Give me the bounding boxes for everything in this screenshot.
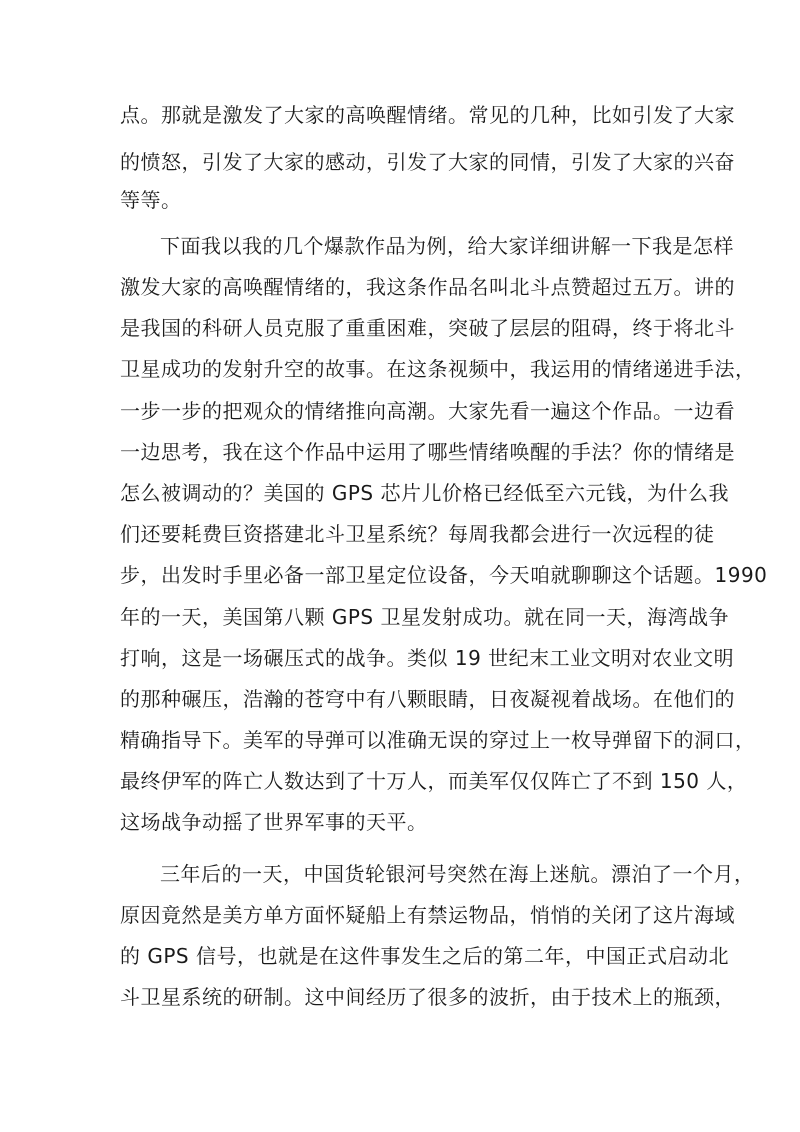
text-line: 最终伊军的阵亡人数达到了十万人，而美军仅仅阵亡了不到 150 人， <box>120 769 748 793</box>
text-line: 这场战争动摇了世界军事的天平。 <box>120 810 428 834</box>
text-line: 一步一步的把观众的情绪推向高潮。大家先看一遍这个作品。一边看 <box>120 399 735 423</box>
text-line: 们还要耗费巨资搭建北斗卫星系统？每周我都会进行一次远程的徒 <box>120 522 715 546</box>
text-line: 是我国的科研人员克服了重重困难，突破了层层的阻碍，终于将北斗 <box>120 316 735 340</box>
text-line: 下面我以我的几个爆款作品为例，给大家详细讲解一下我是怎样 <box>160 234 734 258</box>
text-line: 的那种碾压，浩瀚的苍穹中有八颗眼睛，日夜凝视着战场。在他们的 <box>120 687 735 711</box>
text-line: 年的一天，美国第八颗 GPS 卫星发射成功。就在同一天，海湾战争 <box>120 605 729 629</box>
text-line: 打响，这是一场碾压式的战争。类似 19 世纪末工业文明对农业文明 <box>120 646 735 670</box>
text-line: 怎么被调动的？美国的 GPS 芯片儿价格已经低至六元钱，为什么我 <box>120 481 729 505</box>
text-line: 的 GPS 信号，也就是在这件事发生之后的第二年，中国正式启动北 <box>120 944 729 968</box>
text-line: 卫星成功的发射升空的故事。在这条视频中，我运用的情绪递进手法， <box>120 357 756 381</box>
text-line: 激发大家的高唤醒情绪的，我这条作品名叫北斗点赞超过五万。讲的 <box>120 275 735 299</box>
text-line: 等等。 <box>120 188 182 212</box>
text-line: 的愤怒，引发了大家的感动，引发了大家的同情，引发了大家的兴奋 <box>120 150 735 174</box>
text-line: 三年后的一天，中国货轮银河号突然在海上迷航。漂泊了一个月， <box>160 862 755 886</box>
text-line: 精确指导下。美军的导弹可以准确无误的穿过上一枚导弹留下的洞口， <box>120 728 756 752</box>
text-line: 点。那就是激发了大家的高唤醒情绪。常见的几种，比如引发了大家 <box>120 103 735 127</box>
text-line: 斗卫星系统的研制。这中间经历了很多的波折，由于技术上的瓶颈， <box>120 985 735 1009</box>
text-line: 原因竟然是美方单方面怀疑船上有禁运物品，悄悄的关闭了这片海域 <box>120 903 735 927</box>
text-line: 步，出发时手里必备一部卫星定位设备，今天咱就聊聊这个话题。1990 <box>120 563 768 587</box>
text-line: 一边思考，我在这个作品中运用了哪些情绪唤醒的手法？你的情绪是 <box>120 440 735 464</box>
